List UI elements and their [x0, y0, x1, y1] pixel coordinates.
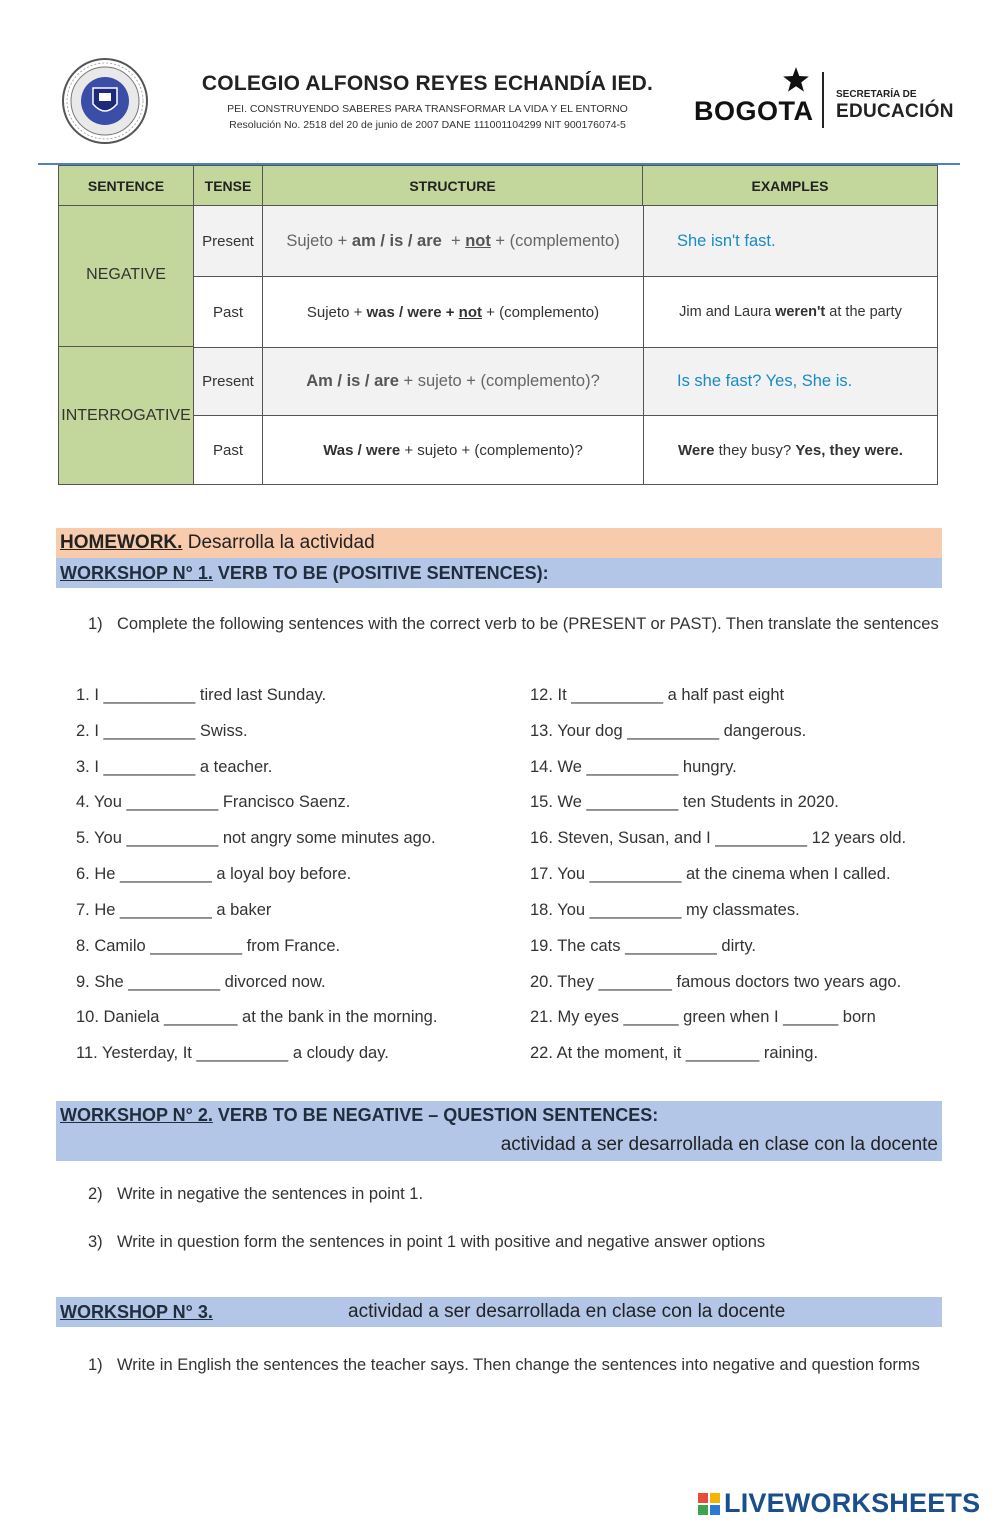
liveworksheets-brand: LIVEWORKSHEETS [724, 1488, 981, 1518]
exercise-item: 12. It __________ a half past eight [530, 686, 785, 704]
table-header-sentence: SENTENCE [58, 165, 194, 206]
school-resolution: Resolución No. 2518 del 20 de junio de 2007 DANE 111001104299 NIT 900176074-5 [229, 119, 626, 131]
workshop2-title: WORKSHOP N° 2. [60, 1105, 213, 1125]
workshop3-bar [56, 1297, 942, 1327]
workshop3-instruction: Write in English the sentences the teacher says. Then change the sentences into negative and question forms [117, 1356, 920, 1374]
homework-bar [56, 528, 942, 558]
int-present-example: Is she fast? Yes, She is. [643, 347, 938, 415]
int-present-structure: Am / is / are + sujeto + (complemento)? [263, 347, 643, 415]
int-past-example: Were they busy? Yes, they were. [643, 415, 938, 485]
workshop2-subtitle: VERB TO BE NEGATIVE – QUESTION SENTENCES: [212, 1105, 659, 1125]
exercise-item: 10. Daniela ________ at the bank in the morning. [76, 1008, 438, 1026]
workshop2-item-num-2: 2) [88, 1185, 103, 1203]
educacion-label: EDUCACIÓN [836, 101, 954, 122]
exercise-item: 4. You __________ Francisco Saenz. [76, 793, 351, 811]
exercise-item: 19. The cats __________ dirty. [530, 937, 756, 955]
exercise-item: 14. We __________ hungry. [530, 758, 737, 776]
exercise-item: 7. He __________ a baker [76, 901, 272, 919]
workshop3-instruction-number: 1) [88, 1356, 103, 1374]
school-pei: PEI. CONSTRUYENDO SABERES PARA TRANSFORMAR LA VIDA Y EL ENTORNO [227, 103, 628, 115]
table-header-examples: EXAMPLES [643, 165, 938, 206]
grammar-table [58, 165, 938, 485]
workshop2-item-3: Write in question form the sentences in point 1 with positive and negative answer options [117, 1233, 766, 1251]
neg-present-tense: Present [194, 206, 263, 276]
int-past-structure: Was / were + sujeto + (complemento)? [263, 415, 643, 485]
liveworksheets-logo-icon [697, 1492, 721, 1516]
school-crest-logo [62, 58, 148, 144]
workshop2-item-2: Write in negative the sentences in point 1. [117, 1185, 424, 1203]
exercise-item: 9. She __________ divorced now. [76, 973, 326, 991]
homework-text: Desarrolla la actividad [182, 532, 375, 553]
exercise-item: 6. He __________ a loyal boy before. [76, 865, 352, 883]
neg-past-example: Jim and Laura weren't at the party [643, 276, 938, 347]
negative-label: NEGATIVE [58, 206, 194, 347]
exercise-item: 13. Your dog __________ dangerous. [530, 722, 807, 740]
workshop1-instruction-number: 1) [88, 615, 103, 633]
exercise-item: 8. Camilo __________ from France. [76, 937, 341, 955]
star-icon [782, 66, 810, 94]
exercise-item: 16. Steven, Susan, and I __________ 12 years old. [530, 829, 907, 847]
bogota-logo-text: BOGOTA [694, 96, 814, 126]
school-name: COLEGIO ALFONSO REYES ECHANDÍA IED. [201, 72, 654, 95]
exercise-item: 11. Yesterday, It __________ a cloudy day. [76, 1044, 389, 1062]
neg-past-structure: Sujeto + was / were + not + (complemento) [263, 276, 643, 347]
logo-divider [822, 72, 824, 128]
exercise-item: 2. I __________ Swiss. [76, 722, 248, 740]
neg-past-tense: Past [194, 276, 263, 347]
exercise-item: 5. You __________ not angry some minutes ago. [76, 829, 436, 847]
exercise-item: 20. They ________ famous doctors two years ago. [530, 973, 902, 991]
exercise-item: 15. We __________ ten Students in 2020. [530, 793, 839, 811]
workshop1-bar [56, 558, 942, 588]
int-past-tense: Past [194, 415, 263, 485]
workshop3-note: actividad a ser desarrollada en clase con la docente [348, 1301, 786, 1322]
table-header-tense: TENSE [194, 165, 263, 206]
exercise-item: 3. I __________ a teacher. [76, 758, 273, 776]
secretaria-label: SECRETARÍA DE [836, 89, 917, 100]
workshop1-title: WORKSHOP N° 1. [60, 563, 213, 583]
workshop3-title: WORKSHOP N° 3. [60, 1302, 213, 1322]
exercise-item: 17. You __________ at the cinema when I called. [530, 865, 891, 883]
workshop2-item-num-3: 3) [88, 1233, 103, 1251]
exercise-item: 21. My eyes ______ green when I ______ born [530, 1008, 876, 1026]
workshop1-subtitle: VERB TO BE (POSITIVE SENTENCES): [212, 563, 549, 583]
workshop1-instruction: Complete the following sentences with the correct verb to be (PRESENT or PAST). Then translate the sentences [117, 615, 939, 633]
workshop2-bar [56, 1101, 942, 1161]
homework-title: HOMEWORK. [60, 532, 183, 553]
interrogative-label: INTERROGATIVE [58, 347, 194, 485]
exercise-item: 1. I __________ tired last Sunday. [76, 686, 327, 704]
table-header-structure: STRUCTURE [263, 165, 643, 206]
exercise-item: 22. At the moment, it ________ raining. [530, 1044, 819, 1062]
neg-present-example: She isn't fast. [643, 206, 938, 276]
exercise-item: 18. You __________ my classmates. [530, 901, 800, 919]
neg-present-structure: Sujeto + am / is / are + not + (complemento) [263, 206, 643, 276]
int-present-tense: Present [194, 347, 263, 415]
workshop2-note: actividad a ser desarrollada en clase con la docente [500, 1134, 938, 1155]
